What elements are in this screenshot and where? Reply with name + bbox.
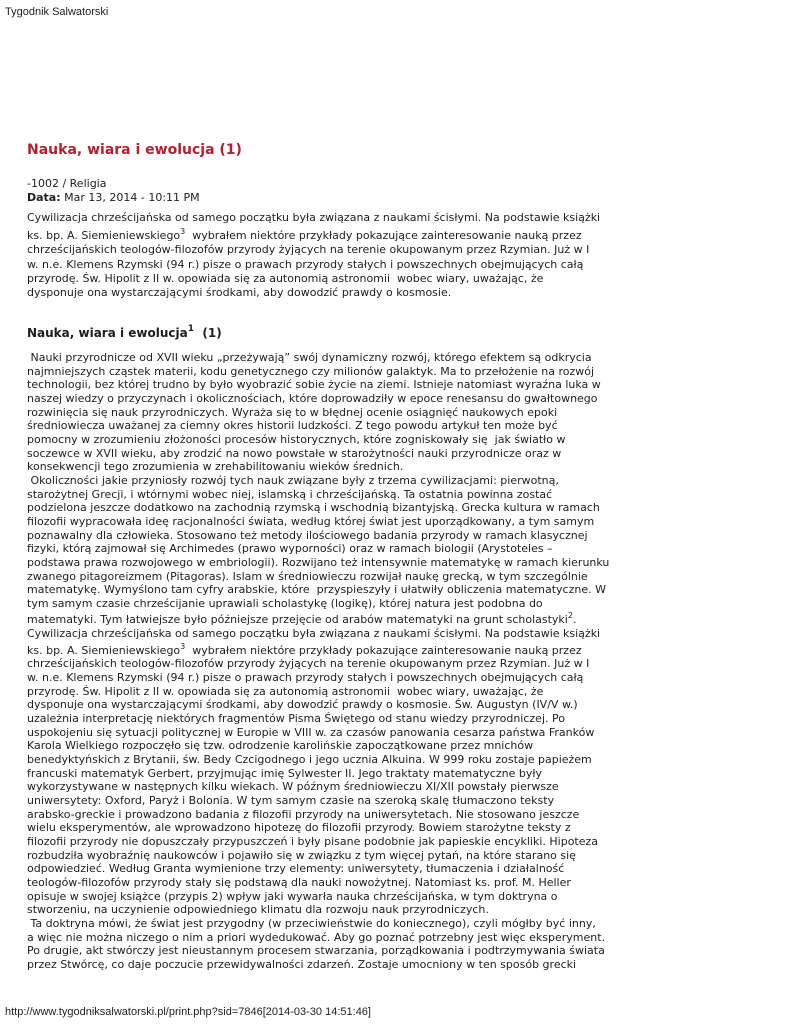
page-footer-url: http://www.tygodniksalwatorski.pl/print.php?sid=7846[2014-03-30 14:51:46] xyxy=(5,1006,371,1018)
footnote-ref: 1 xyxy=(187,324,194,334)
body-line: fizyki, którą zajmował się Archimedes (prawo wyporności) oraz w ramach biologii (Arystoteles – xyxy=(27,542,553,556)
body-line: opisuje w swojej książce (przypis 2) wpływ jaki wywarła nauka chrześcijańska, w tym doktryna o xyxy=(27,889,558,903)
body-line: filozofii przyrody nie dopuszczały przypuszczeń i były pisane podobnie jak papieskie encykliki. Hipoteza xyxy=(27,834,599,848)
section-heading-text: Nauka, wiara i ewolucja xyxy=(27,326,188,340)
body-line: odpowiedzieć. Według Granta wymienione trzy elementy: uniwersytety, tłumaczenia i działalność xyxy=(27,862,565,876)
body-line: Nauki przyrodnicze od XVII wieku „przeżywają” swój dynamiczny rozwój, którego efektem są odkrycia xyxy=(27,351,592,364)
body-line: rozbudziła wyobraźnię naukowców i pojawiło się w związku z tym więcej pytań, na które starano się xyxy=(27,848,576,862)
lead-line-text: wybrałem niektóre przykłady pokazujące zainteresowanie nauką przez xyxy=(185,229,582,243)
body-line-text: ks. bp. A. Siemieniewskiego xyxy=(27,643,181,657)
lead-line: przyrodę. Św. Hipolit z II w. opowiada się za autonomią astronomii wobec wiary, uważając, że xyxy=(27,271,544,285)
body-line-text: wybrałem niektóre przykłady pokazujące zainteresowanie nauką przez xyxy=(185,643,582,657)
body-line: podstawa prawa rozwojowego w embriologii). Rozwijano też intensywnie matematykę w ramach kierunku xyxy=(27,555,610,569)
footnote-ref: 3 xyxy=(180,227,186,237)
body-line: chrześcijańskich teologów-filozofów przyrody żyjących na terenie okupowanym przez Rzymian. Już w I xyxy=(27,657,590,671)
body-line: wykorzystywane w następnych kilku wiekach. W późnym średniowieczu XI/XII powstały pierwsze xyxy=(27,780,559,794)
article-body xyxy=(27,351,609,972)
body-line: tym samym czasie chrześcijanie uprawiali scholastykę (logikę), której natura jest podobna do xyxy=(27,596,543,610)
body-line: uniwersytety: Oxford, Paryż i Bolonia. W tym samym czasie na szeroką skalę tłumaczono teksty xyxy=(27,794,555,807)
body-line: przez Stwórcę, co daje poczucie przewidywalności zdarzeń. Zostaje umocniony w ten sposób grecki xyxy=(27,957,577,971)
body-line: Karola Wielkiego rozpoczęło się tzw. odrodzenie karolińskie zapoczątkowane przez mnichów xyxy=(27,739,534,753)
body-line: teologów-filozofów przyrody stały się podstawą dla nauki nowożytnej. Natomiast ks. prof. M. Heller xyxy=(27,875,571,889)
body-line: francuski matematyk Gerbert, przyjmując imię Sylwester II. Jego traktaty matematyczne były xyxy=(27,766,542,780)
body-line: Po drugie, akt stwórczy jest nieustannym procesem stwarzania, porządkowania i podtrzymywania świata xyxy=(27,944,605,958)
body-line: zwanego pitagoreizmem (Pitagoras). Islam w średniowieczu rozwijał naukę grecką, w tym szczególnie xyxy=(27,569,588,583)
article-meta xyxy=(27,177,200,204)
article-title: Nauka, wiara i ewolucja (1) xyxy=(27,142,242,158)
article-id-category: -1002 / Religia xyxy=(27,177,107,190)
body-line-text: matematyki. Tym łatwiejsze było późniejsze przejęcie od arabów matematyki na grunt scholastyki xyxy=(27,613,568,627)
body-line: Ta doktryna mówi, że świat jest przygodny (w przeciwieństwie do koniecznego), czyli mógłby być inny, xyxy=(27,916,596,930)
body-line: stworzeniu, na uczynienie odpowiedniego klimatu dla rozwoju nauk przyrodniczych. xyxy=(27,903,489,917)
body-line: najmniejszych cząstek materii, kodu genetycznego czy milionów galaktyk. Ma to przełożenie na rozwój xyxy=(27,364,595,378)
body-line xyxy=(27,641,609,658)
lead-line: dysponuje ona wystarczającymi środkami, aby dowodzić prawdy o kosmosie. xyxy=(27,285,452,299)
body-line: przyrodę. Św. Hipolit z II w. opowiada się za autonomią astronomii wobec wiary, uważając, że xyxy=(27,684,544,698)
body-line: dysponuje ona wystarczającymi środkami, aby dowodzić prawdy o kosmosie. Św. Augustyn (IV/V w.) xyxy=(27,698,578,712)
body-line: soczewce w XVII wieku, aby zrodzić na nowo powstałe w starożytności nauki przyrodnicze oraz w xyxy=(27,446,562,460)
body-line-text: . xyxy=(572,613,577,627)
body-line: Cywilizacja chrześcijańska od samego początku była związana z naukami ścisłymi. Na podstawie książki xyxy=(27,627,601,641)
body-line: uzależnia interpretację niektórych fragmentów Pisma Świętego od stanu wiedzy przyrodniczej. Po xyxy=(27,712,565,726)
lead-line: w. n.e. Klemens Rzymski (94 r.) pisze o prawach przyrody stałych i powszechnych obejmujących całą xyxy=(27,257,584,271)
lead-line-text: ks. bp. A. Siemieniewskiego xyxy=(27,229,181,243)
body-line: a więc nie można niczego o nim a priori wydedukować. Aby go poznać potrzebny jest więc eksperyment. xyxy=(27,930,606,944)
body-line: filozofii wypracowała ideę racjonalności świata, według której świat jest uporządkowany, a tym samym xyxy=(27,514,595,528)
body-line: rozwinięcia się nauk przyrodniczych. Wyraża się to w błędnej ocenie osiągnięć naukowych epoki xyxy=(27,405,558,419)
body-line xyxy=(27,610,609,627)
body-line: matematykę. Wymyślono tam cyfry arabskie, które przyspieszyły i ułatwiły obliczenia matematyczne. W xyxy=(27,583,606,597)
body-line: średniowiecza uważanej za ciemny okres historii ludzkości. Z tego powodu artykuł ten może być xyxy=(27,419,558,433)
lead-line xyxy=(27,225,600,243)
body-line: w. n.e. Klemens Rzymski (94 r.) pisze o prawach przyrody stałych i powszechnych obejmujących całą xyxy=(27,671,584,685)
body-line: benedyktyńskich z Brytanii, św. Bedy Czcigodnego i jego ucznia Alkuina. W 999 roku zostaje papieżem xyxy=(27,753,592,767)
body-line: poznawalny dla człowieka. Stosowano też metody ilościowego badania przyrody w ramach klasycznej xyxy=(27,528,588,542)
footnote-ref: 3 xyxy=(180,641,186,651)
section-heading-suffix: (1) xyxy=(194,326,222,340)
body-line: Okoliczności jakie przyniosły rozwój tych nauk związane były z trzema cywilizacjami: pierwotną, xyxy=(27,473,559,487)
date-label: Data: xyxy=(27,190,61,204)
site-name: Tygodnik Salwatorski xyxy=(5,6,109,18)
date-value: Mar 13, 2014 - 10:11 PM xyxy=(64,190,200,204)
body-line: naszej wiedzy o przyczynach i okolicznościach, które doprowadziły w epoce renesansu do gwałtownego xyxy=(27,391,598,405)
footnote-ref: 2 xyxy=(567,611,573,621)
body-line: konsekwencji tego zrozumienia w zrehabilitowaniu wieków średnich. xyxy=(27,460,404,474)
lead-line: chrześcijańskich teologów-filozofów przyrody żyjących na terenie okupowanym przez Rzymian. Już w I xyxy=(27,243,590,257)
body-line: pomocny w zrozumieniu złożoności procesów historycznych, które zogniskowały się jak światło w xyxy=(27,432,566,446)
article-date xyxy=(27,191,200,205)
body-line: starożytnej Grecji, i wtórnymi wobec niej, islamską i chrześcijańską. Ta ostatnia powinna zostać xyxy=(27,487,553,501)
body-line: uspokojeniu się sytuacji politycznej w Europie w VIII w. za czasów panowania cesarza państwa Franków xyxy=(27,725,595,739)
body-line: wielu eksperymentów, ale wprowadzono hipotezę do filozofii przyrody. Bowiem starożytne teksty z xyxy=(27,821,571,835)
body-line: arabsko-greckie i prowadzono badania z filozofii przyrody na uniwersytetach. Nie stosowano jeszcze xyxy=(27,807,580,821)
section-heading xyxy=(27,325,222,341)
body-line: podzielona jeszcze dodatkowo na zachodnią rzymską i wschodnią bizantyjską. Grecka kultura w ramach xyxy=(27,501,600,515)
body-line: technologii, bez której trudno by było wyobrazić sobie życie na ziemi. Istnieje natomiast wyraźna luka w xyxy=(27,378,601,392)
lead-line: Cywilizacja chrześcijańska od samego początku była związana z naukami ścisłymi. Na podstawie książki xyxy=(27,211,601,224)
article-lead xyxy=(27,211,600,300)
